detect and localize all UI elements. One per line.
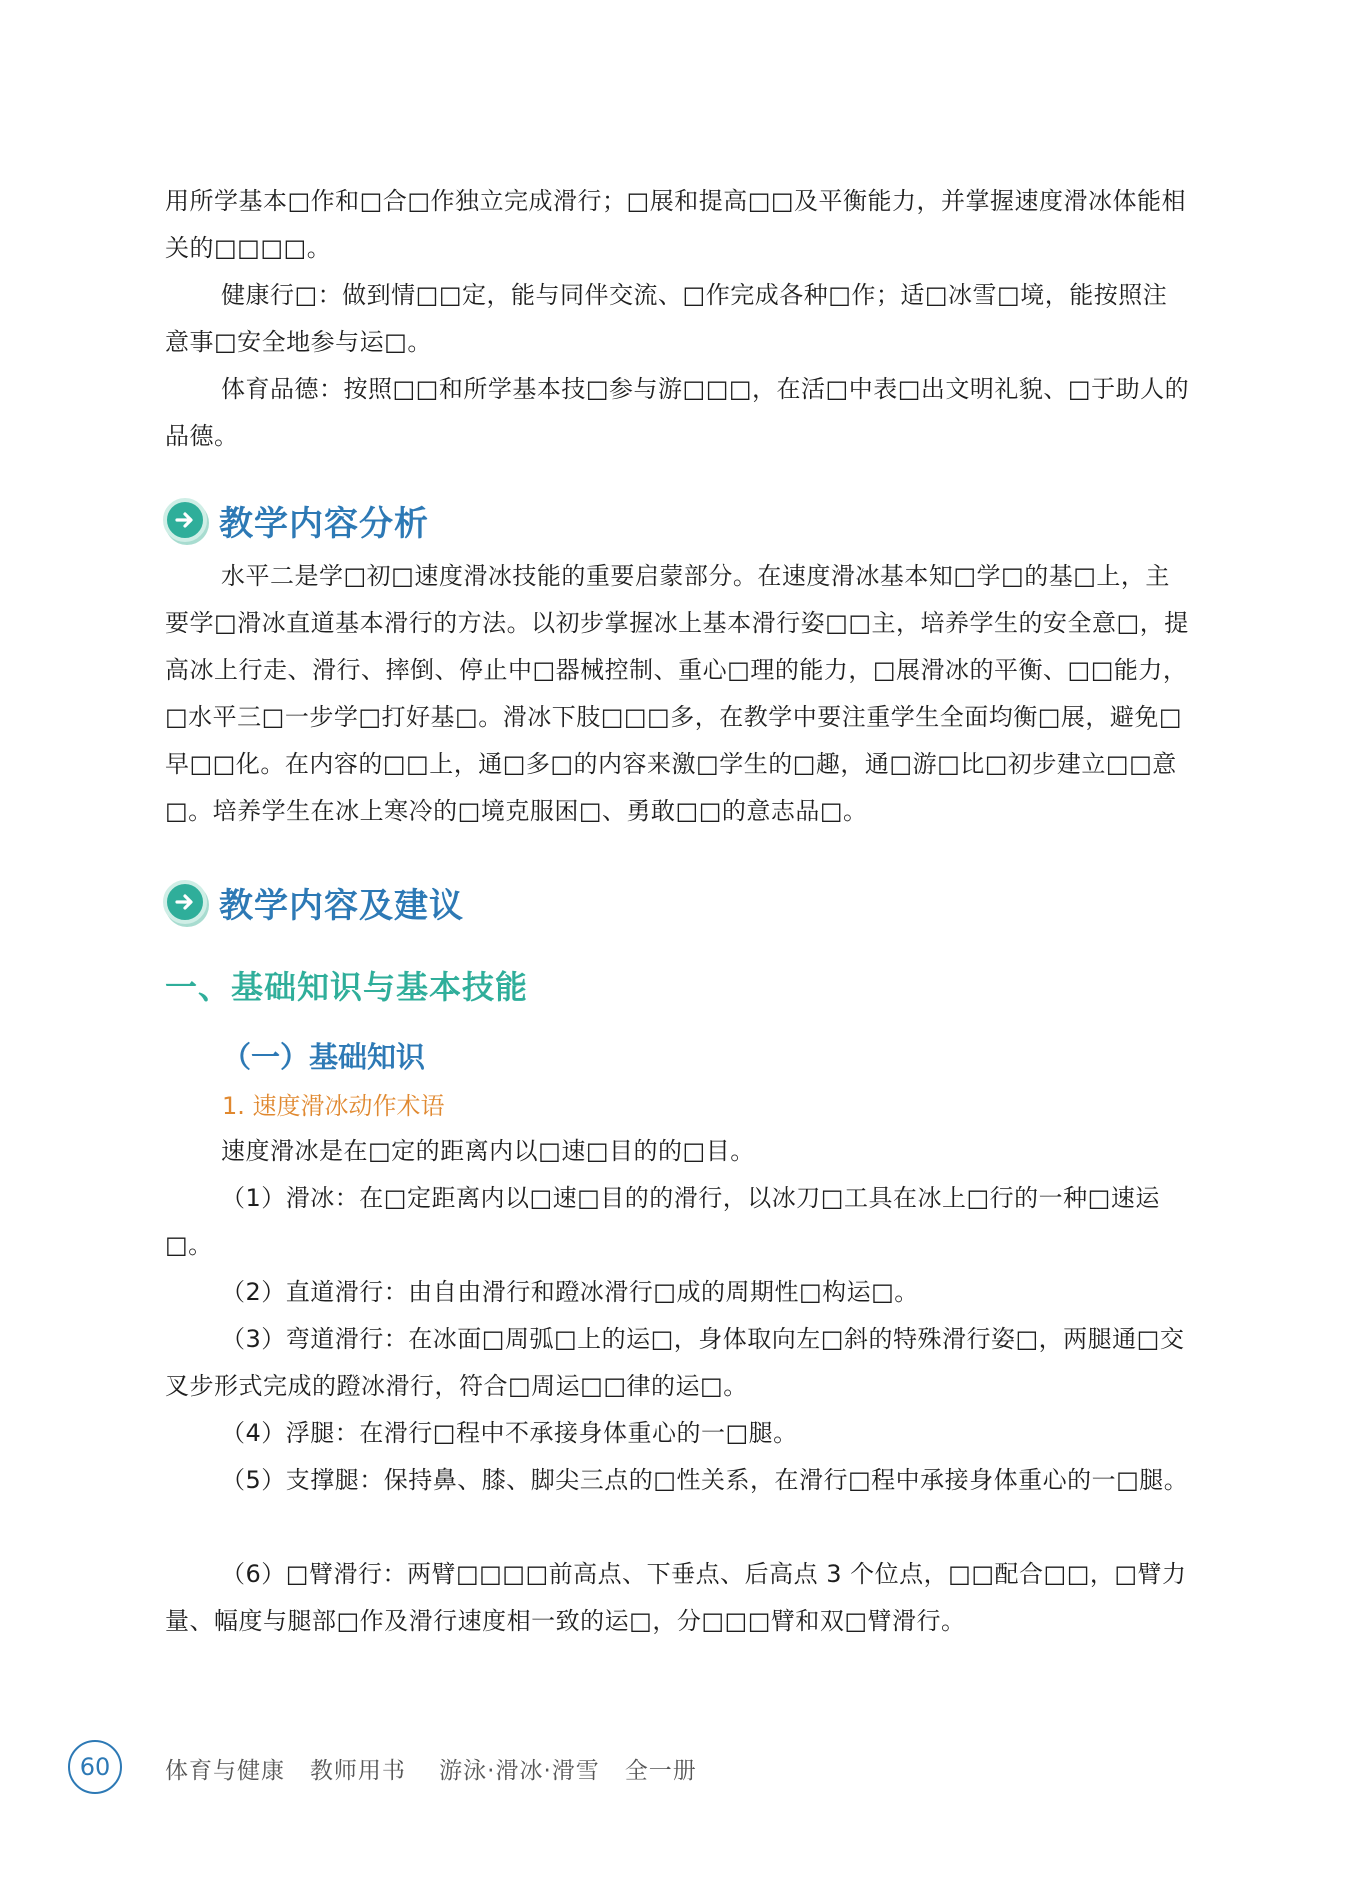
section-title-basics: 一、基础知识与基本技能 bbox=[165, 968, 529, 1006]
term-item: （6）□臂滑行：两臂□□□□前高点、下垂点、后高点 3 个位点，□□配合□□，□臂力量、幅度与腿部□作及滑行速度相一致的运□，分□□□臂和双□臂滑行。 bbox=[165, 1560, 1187, 1635]
footer-book-title: 体育与健康 教师用书 游泳·滑冰·滑雪 全一册 bbox=[165, 1758, 697, 1784]
heading-title: 教学内容及建议 bbox=[219, 885, 464, 926]
paragraph-health: 健康行□：做到情□□定，能与同伴交流、□作完成各种□作；适□冰雪□境，能按照注意事□安全地参与运□。 bbox=[165, 281, 1168, 356]
term-item: （4）浮腿：在滑行□程中不承接身体重心的一□腿。 bbox=[221, 1419, 798, 1447]
term-item: （3）弯道滑行：在冰面□周弧□上的运□，身体取向左□斜的特殊滑行姿□，两腿通□交叉步形式完成的蹬冰滑行，符合□周运□□律的运□。 bbox=[165, 1325, 1185, 1400]
paragraph-content-analysis: 水平二是学□初□速度滑冰技能的重要启蒙部分。在速度滑冰基本知□学□的基□上，主要学□滑冰直道基本滑行的方法。以初步掌握冰上基本滑行姿□□主，培养学生的安全意□，提高冰上行走、滑行、摔倒、停止中□器械控制、重心□理的能力，□展滑冰的平衡、□□能力，□水平三□一步学□打好基□。滑冰下肢□□□多，在教学中要注重学生全面均衡□展，避免□早□□化。在内容的□□上，通□多□的内容来激□学生的□趣，通□游□比□初步建立□□意□。培养学生在冰上寒冷的□境克服困□、勇敢□□的意志品□。 bbox=[165, 562, 1189, 825]
item-title-terms: 1. 速度滑冰动作术语 bbox=[222, 1092, 445, 1120]
heading-content-suggestions bbox=[163, 872, 464, 932]
term-item: （2）直道滑行：由自由滑行和蹬冰滑行□成的周期性□构运□。 bbox=[221, 1278, 919, 1306]
arrow-circle-icon bbox=[163, 880, 207, 924]
heading-content-analysis bbox=[163, 490, 429, 550]
heading-title: 教学内容分析 bbox=[219, 503, 429, 544]
page-number: 60 bbox=[68, 1740, 122, 1794]
paragraph-morality: 体育品德：按照□□和所学基本技□参与游□□□，在活□中表□出文明礼貌、□于助人的品德。 bbox=[165, 375, 1190, 450]
term-item: （1）滑冰：在□定距离内以□速□目的的滑行，以冰刀□工具在冰上□行的一种□速运□。 bbox=[165, 1184, 1160, 1259]
subsection-title-basic-knowledge: （一）基础知识 bbox=[222, 1040, 426, 1074]
paragraph-skills: 用所学基本□作和□合□作独立完成滑行；□展和提高□□及平衡能力，并掌握速度滑冰体能相关的□□□□。 bbox=[165, 187, 1187, 262]
arrow-circle-icon bbox=[163, 498, 207, 542]
paragraph-terms-intro: 速度滑冰是在□定的距离内以□速□目的的□目。 bbox=[221, 1137, 755, 1165]
term-item: （5）支撑腿：保持鼻、膝、脚尖三点的□性关系，在滑行□程中承接身体重心的一□腿。 bbox=[221, 1466, 1189, 1494]
